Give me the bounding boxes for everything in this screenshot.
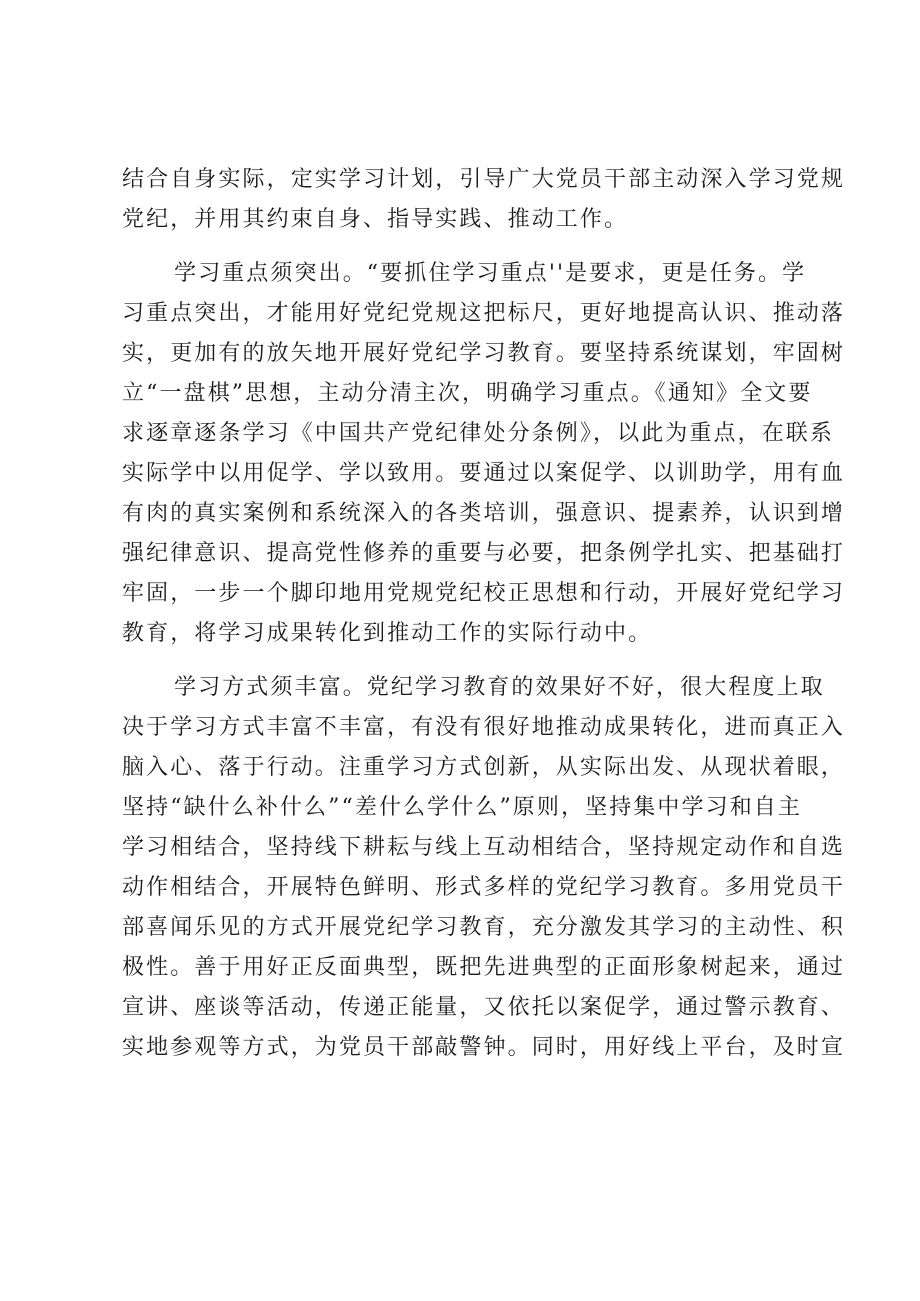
text-line: 结合自身实际，定实学习计划，引导广大党员干部主动深入学习党规 — [122, 167, 846, 192]
text-line: 有肉的真实案例和系统深入的各类培训，强意识、提素养，认识到增 — [122, 501, 846, 526]
text-line: 教育，将学习成果转化到推动工作的实际行动中。 — [122, 621, 653, 646]
text-line: 党纪，并用其约束自身、指导实践、推动工作。 — [122, 207, 629, 232]
text-line: 实地参观等方式，为党员干部敲警钟。同时，用好线上平台，及时宣 — [122, 1035, 846, 1060]
text-line: 立“一盘棋”思想，主动分清主次，明确学习重点。《通知》全文要 — [122, 381, 813, 406]
text-line: 实际学中以用促学、学以致用。要通过以案促学、以训助学，用有血 — [122, 461, 846, 486]
text-line: 学习相结合，坚持线下耕耘与线上互动相结合，坚持规定动作和自选 — [122, 835, 846, 860]
text-line: 坚持“缺什么补什么”“差什么学什么”原则，坚持集中学习和自主 — [122, 795, 802, 820]
text-line: 脑入心、落于行动。注重学习方式创新，从实际出发、从现状着眼， — [122, 755, 846, 780]
text-line: 学习重点须突出。“要抓住学习重点''是要求，更是任务。学 — [174, 261, 807, 286]
text-line: 牢固，一步一个脚印地用党规党纪校正思想和行动，开展好党纪学习 — [122, 581, 846, 606]
text-line: 强纪律意识、提高党性修养的重要与必要，把条例学扎实、把基础打 — [122, 541, 846, 566]
paragraph-1 — [122, 160, 846, 240]
document-body — [122, 160, 846, 1068]
text-line: 习重点突出，才能用好党纪党规这把标尺，更好地提高认识、推动落 — [122, 301, 846, 326]
paragraph-2 — [122, 254, 846, 654]
text-line: 求逐章逐条学习《中国共产党纪律处分条例》，以此为重点，在联系 — [122, 421, 835, 446]
text-line: 宣讲、座谈等活动，传递正能量，又依托以案促学，通过警示教育、 — [122, 995, 846, 1020]
paragraph-3 — [122, 668, 846, 1068]
text-line: 学习方式须丰富。党纪学习教育的效果好不好，很大程度上取 — [174, 675, 825, 700]
text-line: 极性。善于用好正反面典型，既把先进典型的正面形象树起来，通过 — [122, 955, 846, 980]
text-line: 动作相结合，开展特色鲜明、形式多样的党纪学习教育。多用党员干 — [122, 875, 846, 900]
text-line: 部喜闻乐见的方式开展党纪学习教育，充分激发其学习的主动性、积 — [122, 915, 846, 940]
text-line: 决于学习方式丰富不丰富，有没有很好地推动成果转化，进而真正入 — [122, 715, 846, 740]
text-line: 实，更加有的放矢地开展好党纪学习教育。要坚持系统谋划，牢固树 — [122, 341, 846, 366]
